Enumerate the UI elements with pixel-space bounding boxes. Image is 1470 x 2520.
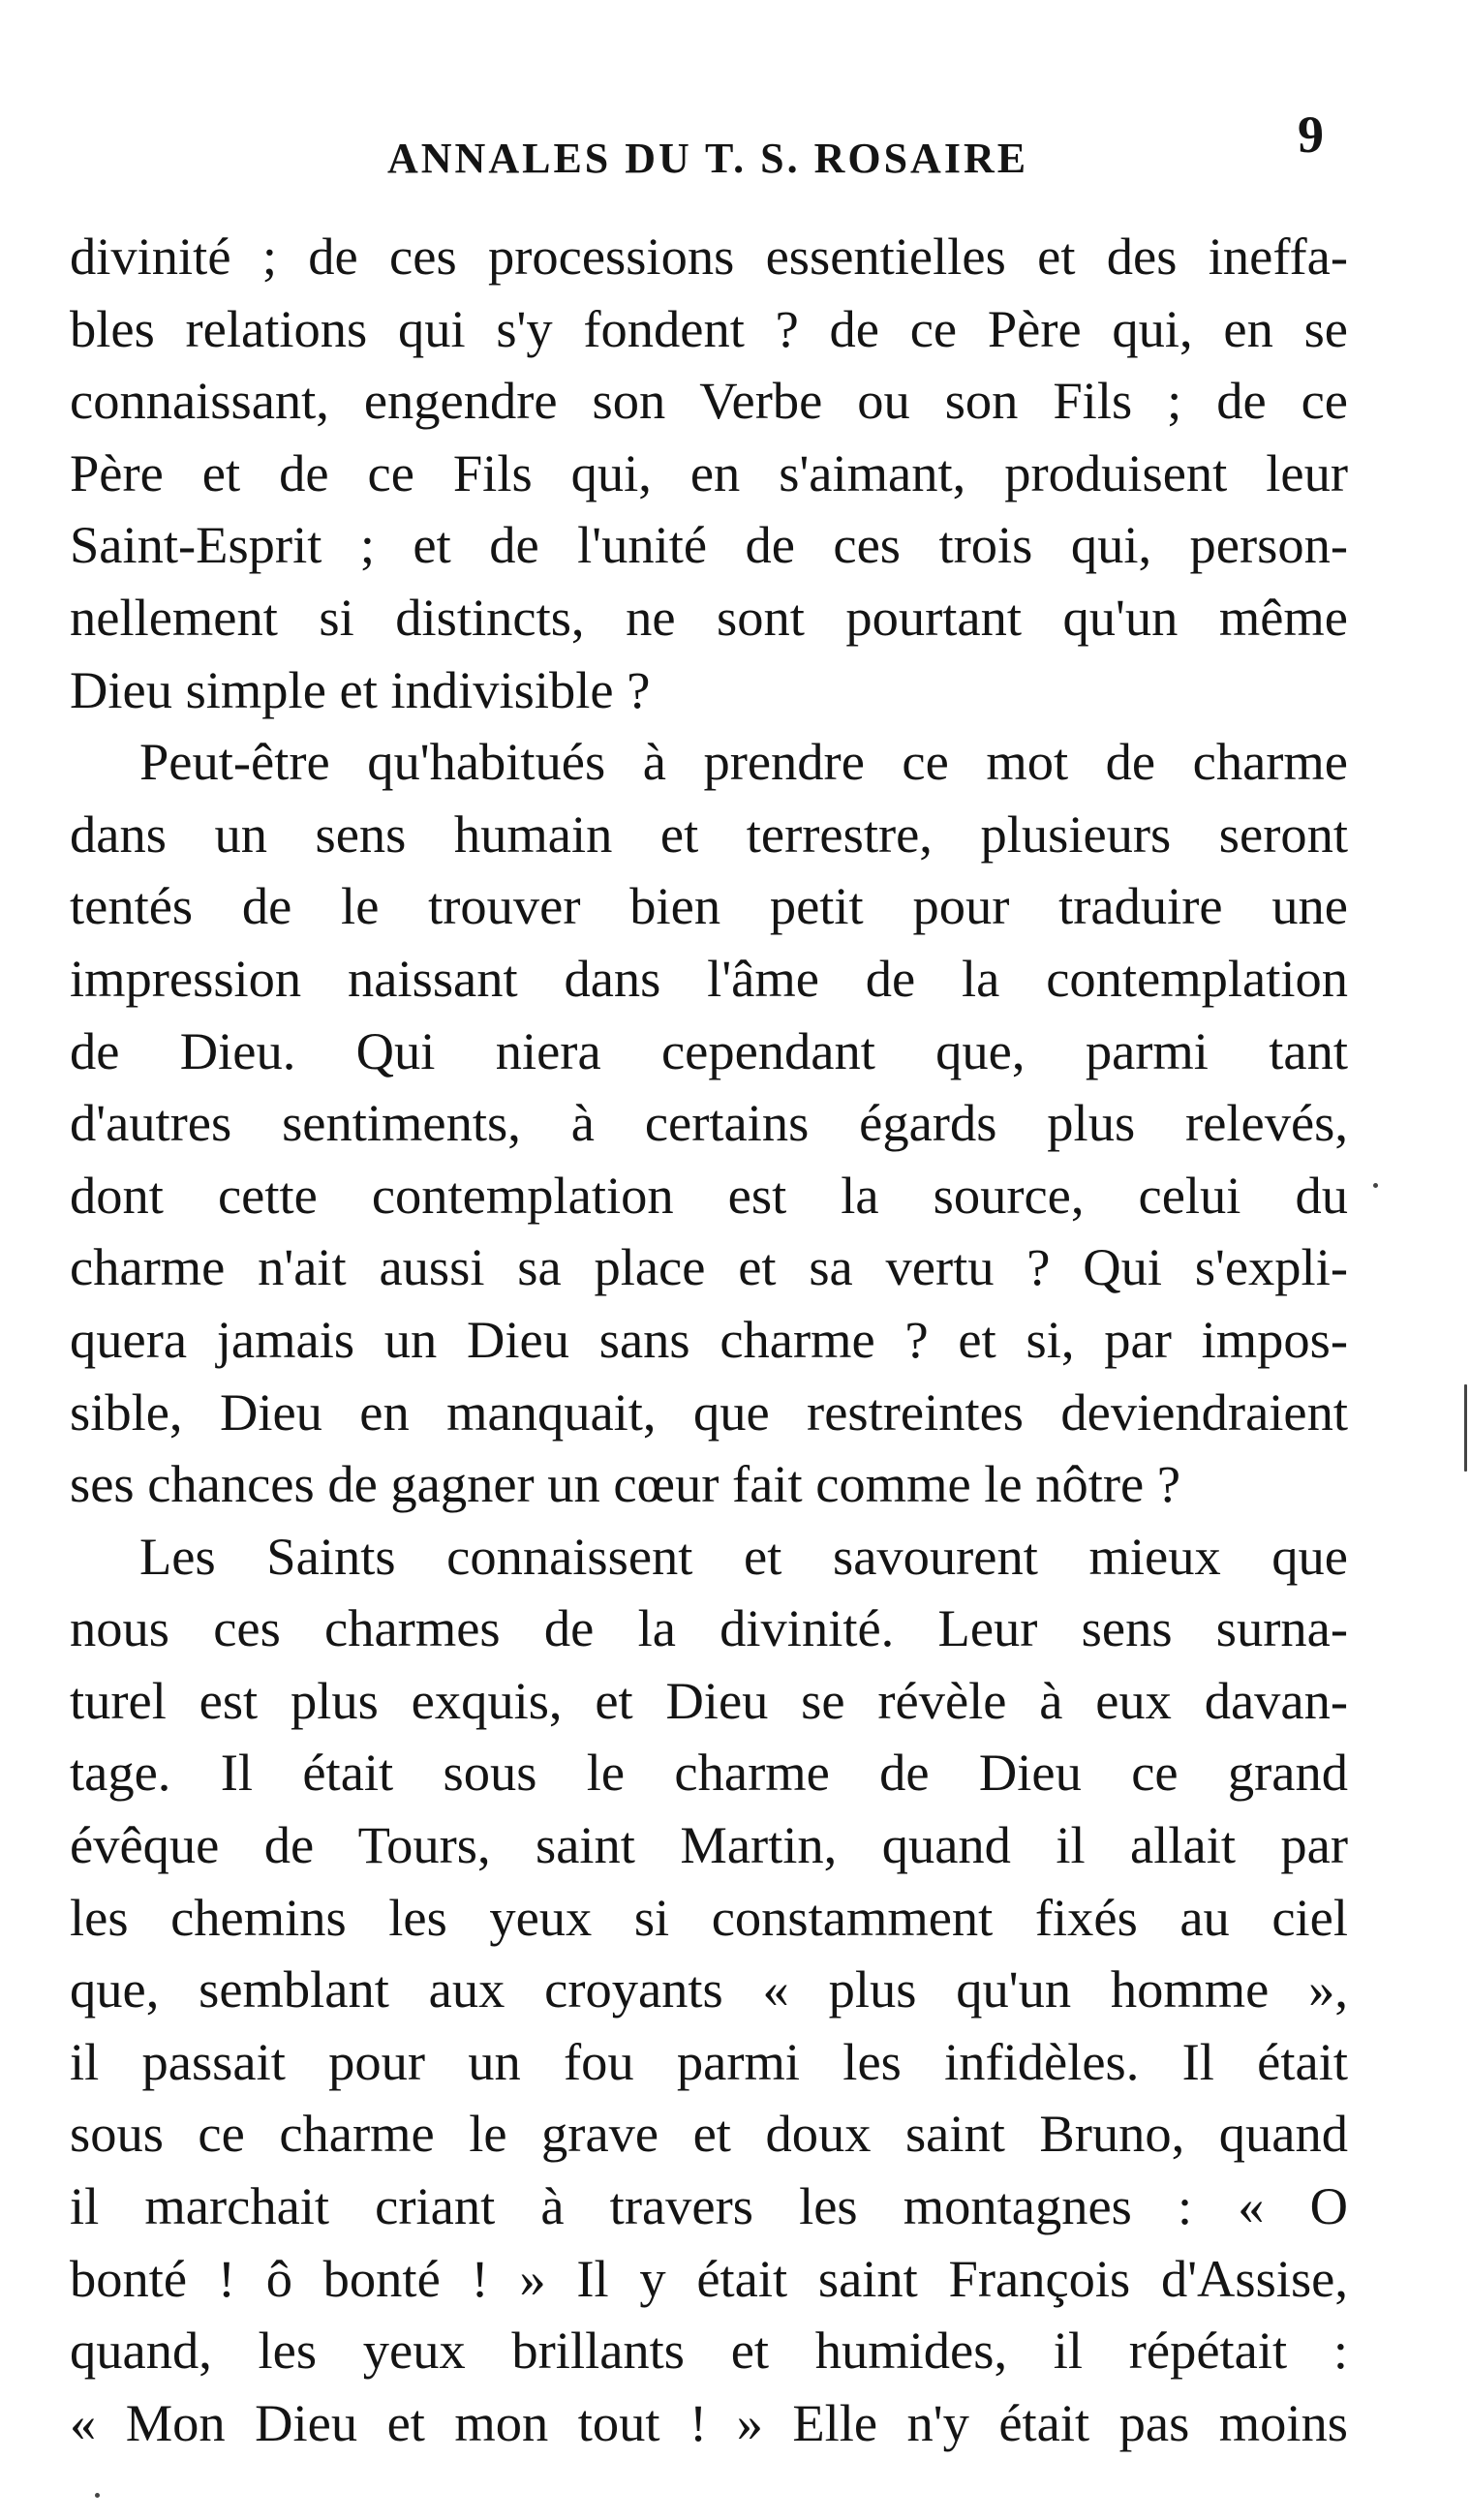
text-line: que, semblant aux croyants « plus qu'un homme »,	[70, 1959, 1348, 2019]
text-line: nous ces charmes de la divinité. Leur sens surna-	[70, 1598, 1348, 1658]
text-line: quera jamais un Dieu sans charme ? et si, par impos-	[70, 1309, 1348, 1369]
text-line: connaissant, engendre son Verbe ou son Fils ; de ce	[70, 371, 1348, 431]
text-line: « Mon Dieu et mon tout ! » Elle n'y était pas moins	[70, 2392, 1348, 2452]
text-line: tage. Il était sous le charme de Dieu ce grand	[70, 1743, 1348, 1803]
running-title: ANNALES DU T. S. ROSAIRE	[387, 135, 1029, 182]
text-line: impression naissant dans l'âme de la contemplation	[70, 948, 1348, 1008]
text-line: divinité ; de ces processions essentielles et des ineffa-	[70, 227, 1348, 286]
text-line: quand, les yeux brillants et humides, il répétait :	[70, 2321, 1348, 2381]
text-line: bles relations qui s'y fondent ? de ce Père qui, en se	[70, 298, 1348, 358]
text-line: Saint-Esprit ; et de l'unité de ces trois qui, person-	[70, 515, 1348, 575]
text-line: Peut-être qu'habitués à prendre ce mot de charme	[139, 732, 1348, 792]
text-line: les chemins les yeux si constamment fixés au ciel	[70, 1887, 1348, 1947]
text-line: dans un sens humain et terrestre, plusieurs seront	[70, 804, 1348, 864]
text-line: de Dieu. Qui niera cependant que, parmi tant	[70, 1020, 1348, 1080]
text-line: d'autres sentiments, à certains égards plus relevés,	[70, 1093, 1348, 1153]
print-speck	[95, 2493, 100, 2498]
text-line: ses chances de gagner un cœur fait comme le nôtre ?	[70, 1454, 1181, 1514]
text-line: dont cette contemplation est la source, celui du	[70, 1165, 1348, 1225]
text-line: charme n'ait aussi sa place et sa vertu ? Qui s'expli-	[70, 1237, 1348, 1297]
text-line: tentés de le trouver bien petit pour traduire une	[70, 876, 1348, 936]
text-line: évêque de Tours, saint Martin, quand il allait par	[70, 1815, 1348, 1875]
text-line: Dieu simple et indivisible ?	[70, 659, 651, 719]
text-line: Les Saints connaissent et savourent mieux que	[139, 1526, 1348, 1586]
text-line: turel est plus exquis, et Dieu se révèle à eux davan-	[70, 1670, 1348, 1730]
text-line: il passait pour un fou parmi les infidèles. Il était	[70, 2031, 1348, 2091]
text-line: il marchait criant à travers les montagnes : « O	[70, 2176, 1348, 2236]
text-line: Père et de ce Fils qui, en s'aimant, produisent leur	[70, 442, 1348, 502]
text-line: sous ce charme le grave et doux saint Bruno, quand	[70, 2104, 1348, 2164]
body-text	[70, 221, 1348, 2459]
print-speck	[1464, 1384, 1467, 1472]
page-number: 9	[1298, 106, 1324, 164]
text-line: nellement si distincts, ne sont pourtant qu'un même	[70, 587, 1348, 647]
text-line: bonté ! ô bonté ! » Il y était saint François d'Assise,	[70, 2248, 1348, 2308]
print-speck	[1373, 1183, 1378, 1188]
text-line: sible, Dieu en manquait, que restreintes deviendraient	[70, 1381, 1348, 1442]
